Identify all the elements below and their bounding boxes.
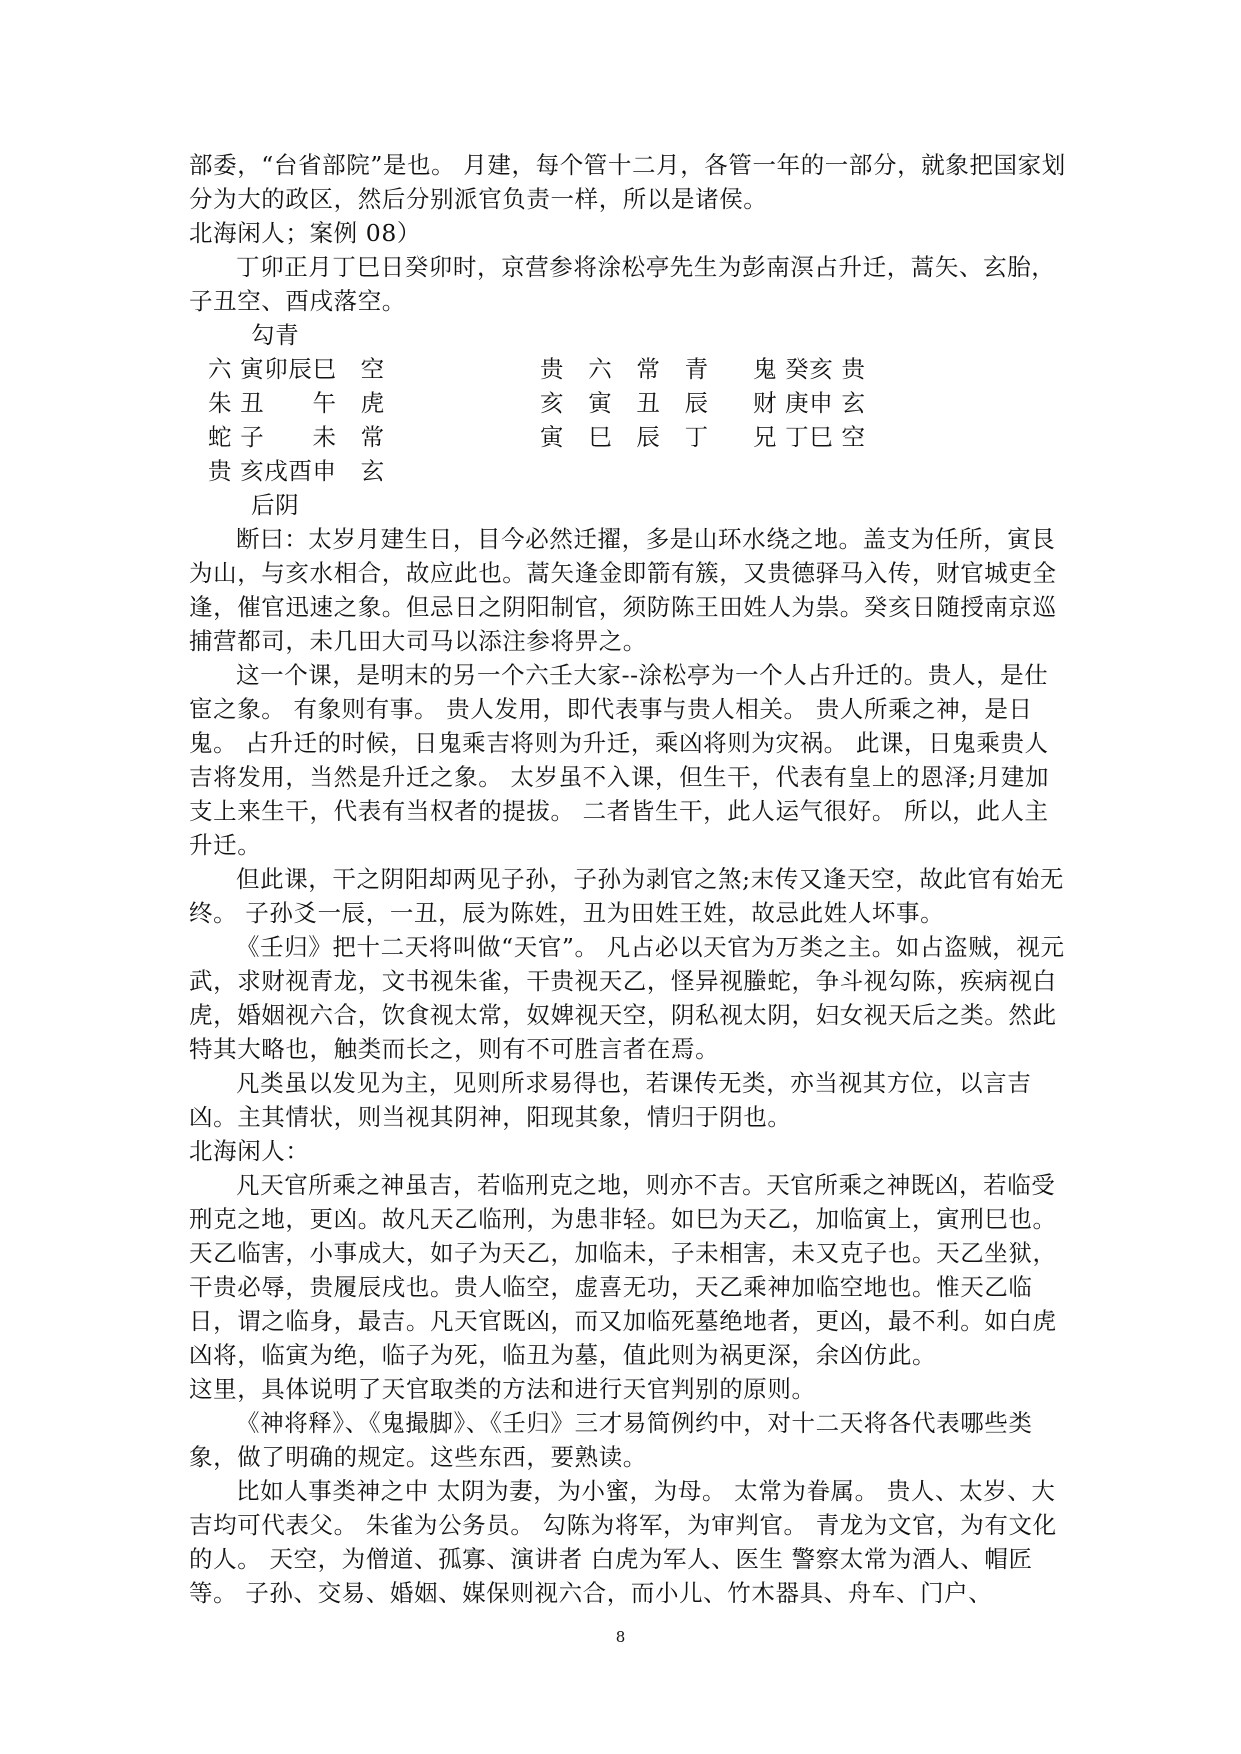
sike-row: 贵 六 常 青 [540,355,709,383]
sanchuan-row: 鬼 癸亥 贵 [753,355,866,383]
paragraph: 部委，“台省部院”是也。 月建，每个管十二月，各管一年的一部分，就象把国家划分为大的政区，然后分别派官负责一样，所以是诸侯。 [189,151,1066,213]
divination-chart [189,318,1069,522]
section-heading: 北海闲人；案例 08） [189,219,421,247]
paragraph: 《神将释》、《鬼撮脚》、《壬归》三才易简例约中，对十二天将各代表哪些类象，做了明确的规定。这些东西，要熟读。 [189,1409,1033,1471]
paragraph: 比如人事类神之中 太阴为妻，为小蜜，为母。 太常为眷属。 贵人、太岁、大吉均可代表父。 朱雀为公务员。 勾陈为将军，为审判官。 青龙为文官，为有文化的人。 天空，为僧道、孤寡、演讲者 白虎为军人、医生 警察太常为酒人、帽匠等。 子孙、交易、婚姻、媒保则视六合，而小儿、竹木器具、舟车、门户、 [189,1477,1057,1607]
paragraph: 凡天官所乘之神虽吉，若临刑克之地，则亦不吉。天官所乘之神既凶，若临受刑克之地，更凶。故凡天乙临刑，为患非轻。如巳为天乙，加临寅上，寅刑巳也。天乙临害，小事成大，如子为天乙，加临未，子未相害，未又克子也。天乙坐狱，干贵必辱，贵履辰戌也。贵人临空，虚喜无功，天乙乘神加临空地也。惟天乙临日，谓之临身，最吉。凡天官既凶，而又加临死墓绝地者，更凶，最不利。如白虎凶将，临寅为绝，临子为死，临丑为墓，值此则为祸更深，余凶仿此。 [189,1171,1057,1369]
page-number: 8 [615,1628,626,1646]
paragraph: 这里，具体说明了天官取类的方法和进行天官判别的原则。 [189,1375,816,1403]
sanchuan-row: 财 庚申 玄 [753,389,866,417]
tianpan-row: 贵 亥戌酉申 玄 [208,457,385,485]
paragraph: 《壬归》把十二天将叫做“天官”。 凡占必以天官为万类之主。如占盗贼，视元武，求财视青龙，文书视朱雀，干贵视天乙，怪异视螣蛇，争斗视勾陈，疾病视白虎，婚姻视六合，饮食视太常，奴婢视天空，阴私视太阴，妇女视天后之类。然此特其大略也，触类而长之，则有不可胜言者在焉。 [189,933,1065,1063]
tianpan-row: 六 寅卯辰巳 空 [208,355,385,383]
paragraph: 这一个课，是明末的另一个六壬大家--涂松亭为一个人占升迁的。贵人，是仕宦之象。 有象则有事。 贵人发用，即代表事与贵人相关。 贵人所乘之神，是日鬼。 占升迁的时候，日鬼乘吉将则为升迁，乘凶将则为灾祸。 此课，日鬼乘贵人吉将发用，当然是升迁之象。 太岁虽不入课，但生干，代表有皇上的恩泽;月建加支上来生干，代表有当权者的提拔。 二者皆生干，此人运气很好。 所以，此人主升迁。 [189,661,1050,859]
paragraph: 凡类虽以发见为主，见则所求易得也，若课传无类，亦当视其方位，以言吉凶。主其情状，则当视其阴神，阳现其象，情归于阴也。 [189,1069,1032,1131]
body-text [189,148,1069,1610]
paragraph: 断曰：太岁月建生日，目今必然迁擢，多是山环水绕之地。盖支为任所，寅艮为山，与亥水相合，故应此也。蒿矢逢金即箭有簇，又贵德驿马入传，财官城吏全逢，催官迅速之象。但忌日之阴阳制官，须防陈王田姓人为祟。癸亥日随授南京巡捕营都司，未几田大司马以添注参将畀之。 [189,525,1057,655]
sike-row: 亥 寅 丑 辰 [540,389,709,417]
section-heading: 北海闲人： [189,1137,310,1165]
tianpan-bottom-label: 后阴 [251,491,300,519]
sike-row: 寅 巳 辰 丁 [540,423,709,451]
tianpan-row: 朱 丑 午 虎 [208,389,385,417]
sanchuan-row: 兄 丁巳 空 [753,423,866,451]
tianpan-row: 蛇 子 未 常 [208,423,385,451]
case-paragraph: 丁卯正月丁巳日癸卯时，京营参将涂松亭先生为彭南溟占升迁，蒿矢、玄胎，子丑空、酉戌落空。 [189,253,1056,315]
paragraph: 但此课，干之阴阳却两见子孙，子孙为剥官之煞;末传又逢天空，故此官有始无终。 子孙爻一辰，一丑，辰为陈姓，丑为田姓王姓，故忌此姓人坏事。 [189,865,1064,927]
tianpan-top-label: 勾青 [251,321,300,349]
